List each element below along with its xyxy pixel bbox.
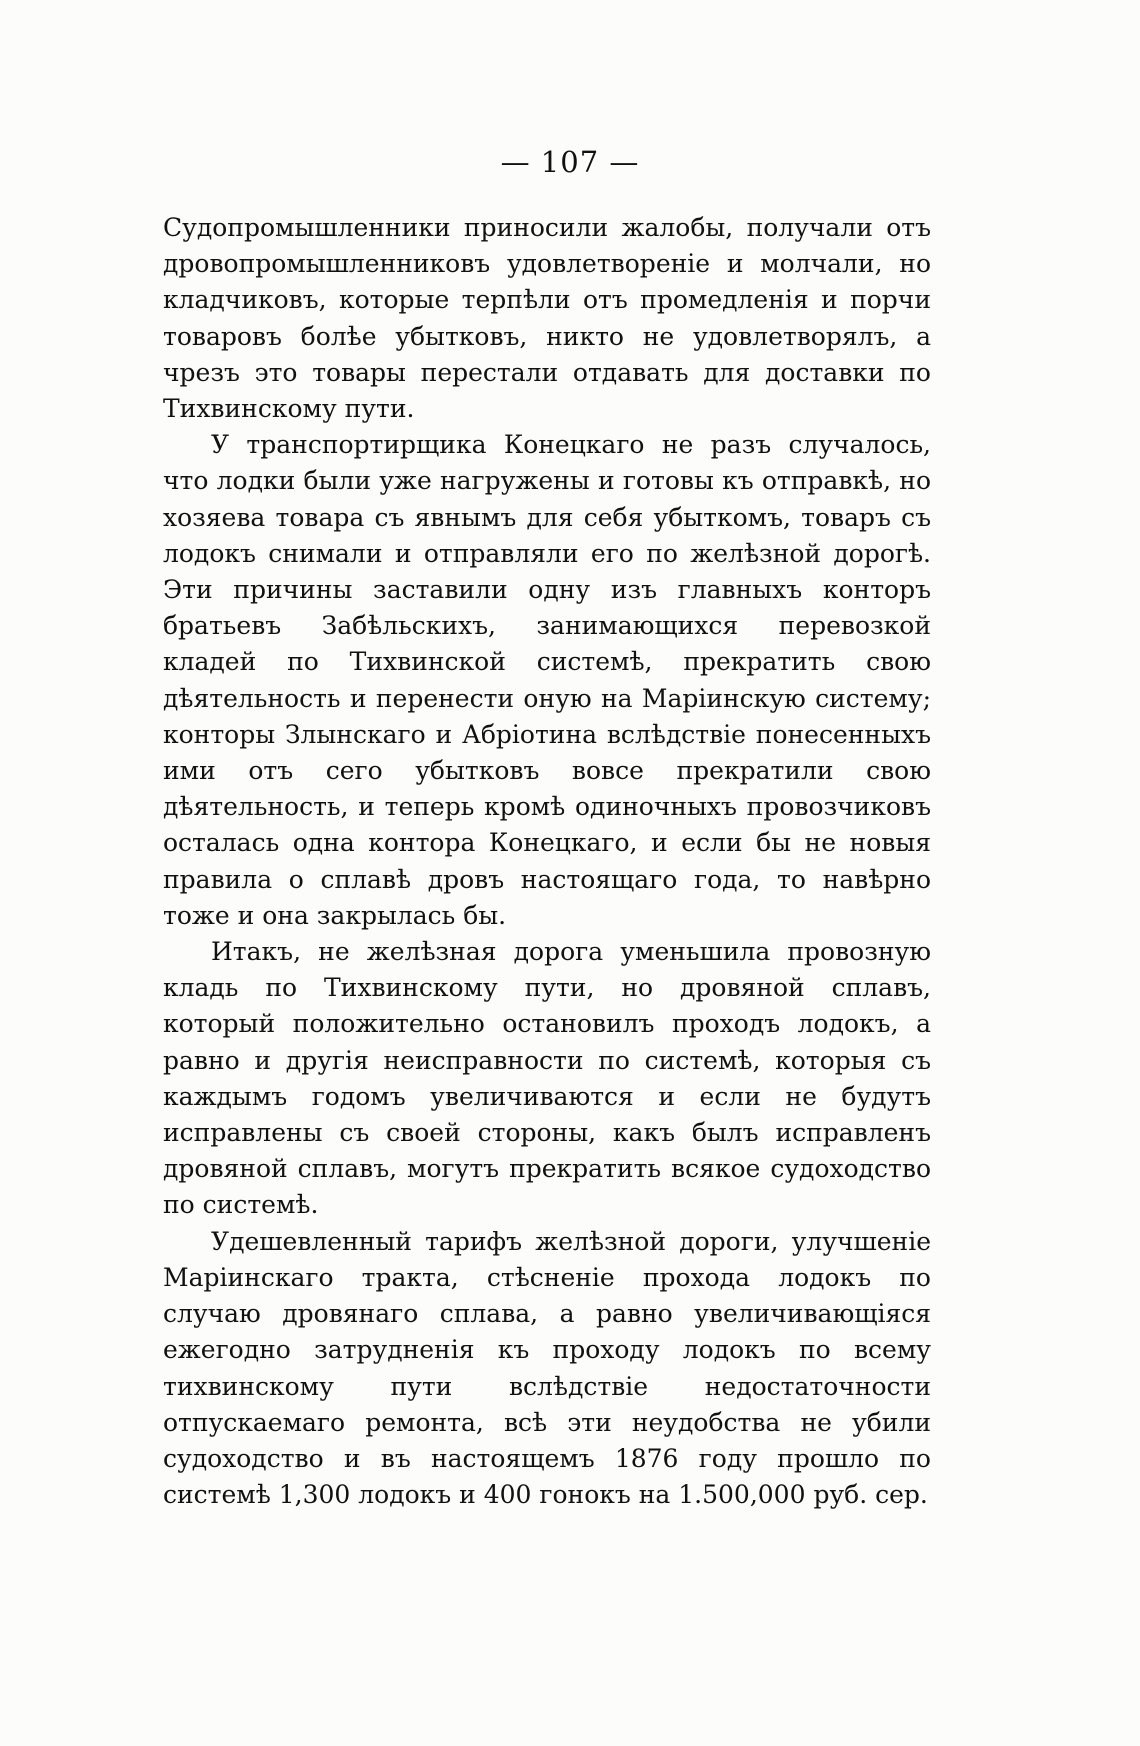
paragraph-2: У транспортирщика Конецкаго не разъ случалось, что лодки были уже нагружены и готовы къ отправкѣ, но хозяева товара съ явнымъ для себя убыткомъ, товаръ съ лодокъ снимали и отправляли его по желѣзной дорогѣ. Эти причины заставили одну изъ главныхъ конторъ братьевъ Забѣльскихъ, занимающихся перевозкой кладей по Тихвинской системѣ, прекратить свою дѣятельность и перенести оную на Маріинскую систему; конторы Злынскаго и Абріотина вслѣдствіе понесенныхъ ими отъ сего убытковъ вовсе прекратили свою дѣятельность, и теперь кромѣ одиночныхъ провозчиковъ осталась одна контора Конецкаго, и если бы не новыя правила о сплавѣ дровъ настоящаго года, то навѣрно тоже и она закрылась бы. (163, 430, 931, 930)
page-number: — 107 — (500, 145, 640, 179)
text-body (163, 210, 931, 1513)
paragraph-1: Судопромышленники приносили жалобы, получали отъ дровопромышленниковъ удовлетвореніе и молчали, но кладчиковъ, которые терпѣли отъ промедленія и порчи товаровъ болѣе убытковъ, никто не удовлетворялъ, а чрезъ это товары перестали отдавать для доставки по Тихвинскому пути. (163, 213, 931, 424)
paragraph-4: Удешевленный тарифъ желѣзной дороги, улучшеніе Маріинскаго тракта, стѣсненіе прохода лодокъ по случаю дровянаго сплава, а равно увеличивающіяся ежегодно затрудненія къ проходу лодокъ по всему тихвинскому пути вслѣдствіе недостаточности отпускаемаго ремонта, всѣ эти неудобства не убили судоходство и въ настоящемъ 1876 году прошло по системѣ 1,300 лодокъ и 400 гонокъ на 1.500,000 руб. сер. (163, 1226, 931, 1510)
paragraph-3: Итакъ, не желѣзная дорога уменьшила провозную кладь по Тихвинскому пути, но дровяной сплавъ, который положительно остановилъ проходъ лодокъ, а равно и другія неисправности по системѣ, которыя съ каждымъ годомъ увеличиваются и если не будутъ исправлены съ своей стороны, какъ былъ исправленъ дровяной сплавъ, могутъ прекратить всякое судоходство по системѣ. (163, 937, 931, 1220)
